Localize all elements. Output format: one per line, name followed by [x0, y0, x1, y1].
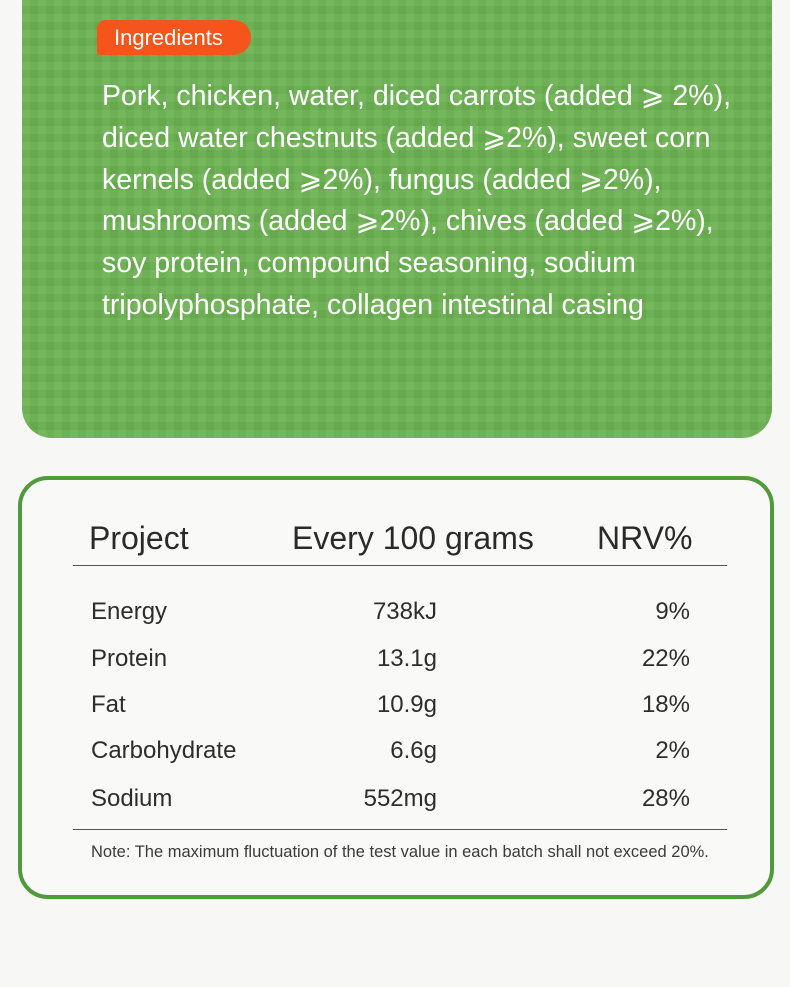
- table-row: [22, 737, 770, 769]
- table-row: [22, 785, 770, 817]
- nutrient-amount: 10.9g: [376, 691, 437, 718]
- table-row: [22, 598, 770, 630]
- table-row: [22, 691, 770, 723]
- header-per-100-grams: Every 100 grams: [292, 520, 534, 556]
- ingredients-label: Ingredients: [97, 20, 251, 55]
- nutrient-nrv: 28%: [641, 785, 690, 812]
- nutrition-facts-table: [18, 476, 774, 899]
- nutrient-amount: 738kJ: [372, 598, 437, 625]
- nutrient-nrv: 18%: [641, 691, 690, 718]
- table-row: [22, 645, 770, 677]
- nutrient-nrv: 22%: [641, 645, 690, 672]
- nutrient-nrv: 2%: [655, 737, 690, 764]
- nutrient-amount: 6.6g: [390, 737, 437, 764]
- nutrient-amount: 552mg: [363, 785, 437, 812]
- header-divider: [73, 565, 727, 566]
- nutrient-amount: 13.1g: [376, 645, 437, 672]
- nutrient-name: Fat: [91, 691, 126, 718]
- nutrient-name: Energy: [91, 598, 168, 625]
- ingredients-card: [22, 0, 772, 438]
- nutrient-name: Carbohydrate: [91, 737, 237, 764]
- nutrient-name: Protein: [91, 645, 168, 672]
- header-project: Project: [89, 520, 189, 556]
- fluctuation-note: Note: The maximum fluctuation of the test value in each batch shall not exceed 20%.: [91, 843, 709, 861]
- table-header: [22, 520, 770, 560]
- nutrient-nrv: 9%: [655, 598, 690, 625]
- footer-divider: [73, 829, 727, 830]
- ingredients-text: Pork, chicken, water, diced carrots (added ⩾ 2%), diced water chestnuts (added ⩾2%), sweet corn kernels (added ⩾2%), fungus (added ⩾2%), mushrooms (added ⩾2%), chives (added ⩾2%), soy protein, compound seasoning, sodium tripolyphosphate, collagen intestinal casing: [102, 80, 731, 321]
- header-nrv: NRV%: [597, 520, 693, 556]
- nutrient-name: Sodium: [91, 785, 173, 812]
